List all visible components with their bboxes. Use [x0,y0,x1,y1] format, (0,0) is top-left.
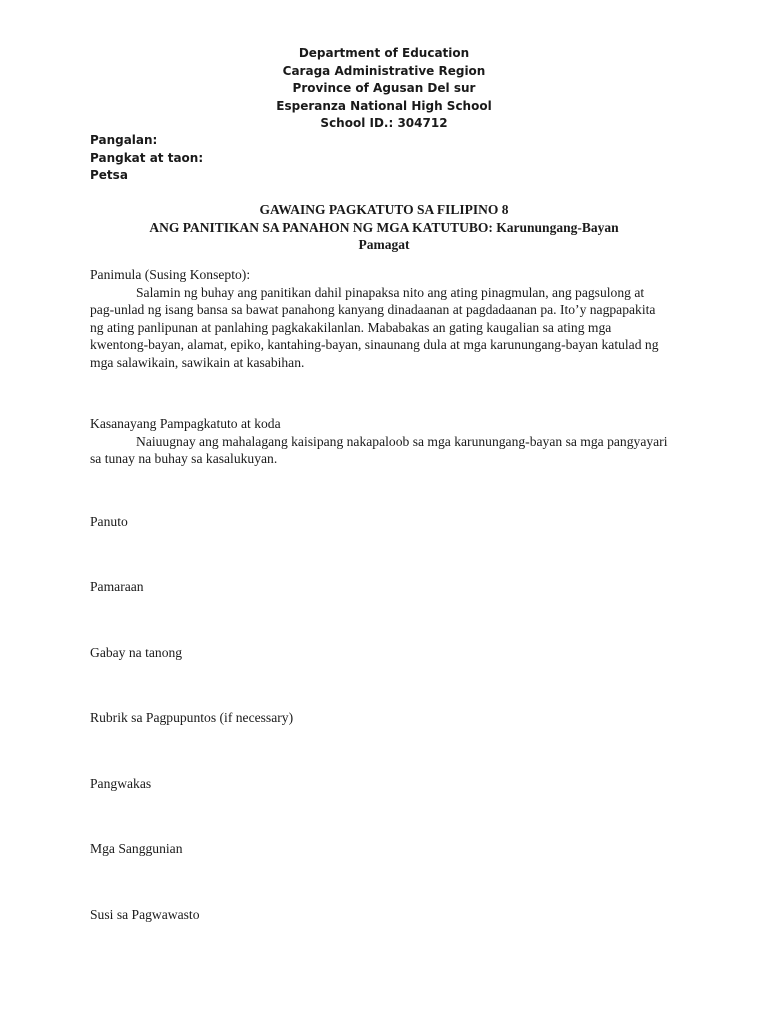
field-pangalan: Pangalan: [90,133,158,147]
panimula-line: mga salawikain, sawikain at kasabihan. [90,354,305,370]
field-petsa: Petsa [90,168,128,182]
panimula-line: ng ating panlipunan at panlahing pagkakakilanlan. Mababakas an gating kaugalian sa ating mga [90,319,612,335]
header-line-department: Department of Education [298,46,470,60]
activity-title [0,201,768,254]
section-mga-sanggunian: Mga Sanggunian [90,841,183,856]
panimula-heading: Panimula (Susing Konsepto): [90,267,251,282]
panimula-line: pag-unlad ng isang bansa sa bawat panahong kanyang dinadaanan at pagdadaanan pa. Ito’y nagpapakita [90,302,656,317]
panimula-section [90,266,680,371]
header-line-school-id: School ID.: 304712 [320,116,448,130]
header-line-school: Esperanza National High School [276,98,492,113]
kasanayan-section [90,415,680,468]
section-gabay-na-tanong: Gabay na tanong [90,645,183,660]
panimula-line: Salamin ng buhay ang panitikan dahil pinapaksa nito ang ating pinagmulan, ang pagsulong at [136,284,645,300]
panimula-line: kwentong-bayan, alamat, epiko, kantahing-bayan, sinaunang dula at mga karunungang-bayan katulad ng [90,337,659,352]
kasanayan-line: sa tunay na buhay sa kasalukuyan. [90,451,278,466]
section-panuto: Panuto [90,514,128,529]
title-line-1: GAWAING PAGKATUTO SA FILIPINO 8 [259,202,509,217]
school-header [0,45,768,133]
title-line-2: ANG PANITIKAN SA PANAHON NG MGA KATUTUBO: Karunungang-Bayan [149,219,619,235]
title-line-3: Pamagat [358,237,410,252]
section-susi-sa-pagwawasto: Susi sa Pagwawasto [90,907,200,922]
field-pangkat-at-taon: Pangkat at taon: [90,150,204,165]
header-line-province: Province of Agusan Del sur [292,81,476,95]
header-line-region: Caraga Administrative Region [282,63,486,78]
kasanayan-line: Naiuugnay ang mahalagang kaisipang nakapaloob sa mga karunungang-bayan sa mga pangyayari [136,433,668,449]
section-rubrik: Rubrik sa Pagpupuntos (if necessary) [90,710,294,725]
kasanayan-heading: Kasanayang Pampagkatuto at koda [90,416,281,431]
student-info [90,132,203,185]
section-pamaraan: Pamaraan [90,579,144,594]
section-pangwakas: Pangwakas [90,776,152,791]
